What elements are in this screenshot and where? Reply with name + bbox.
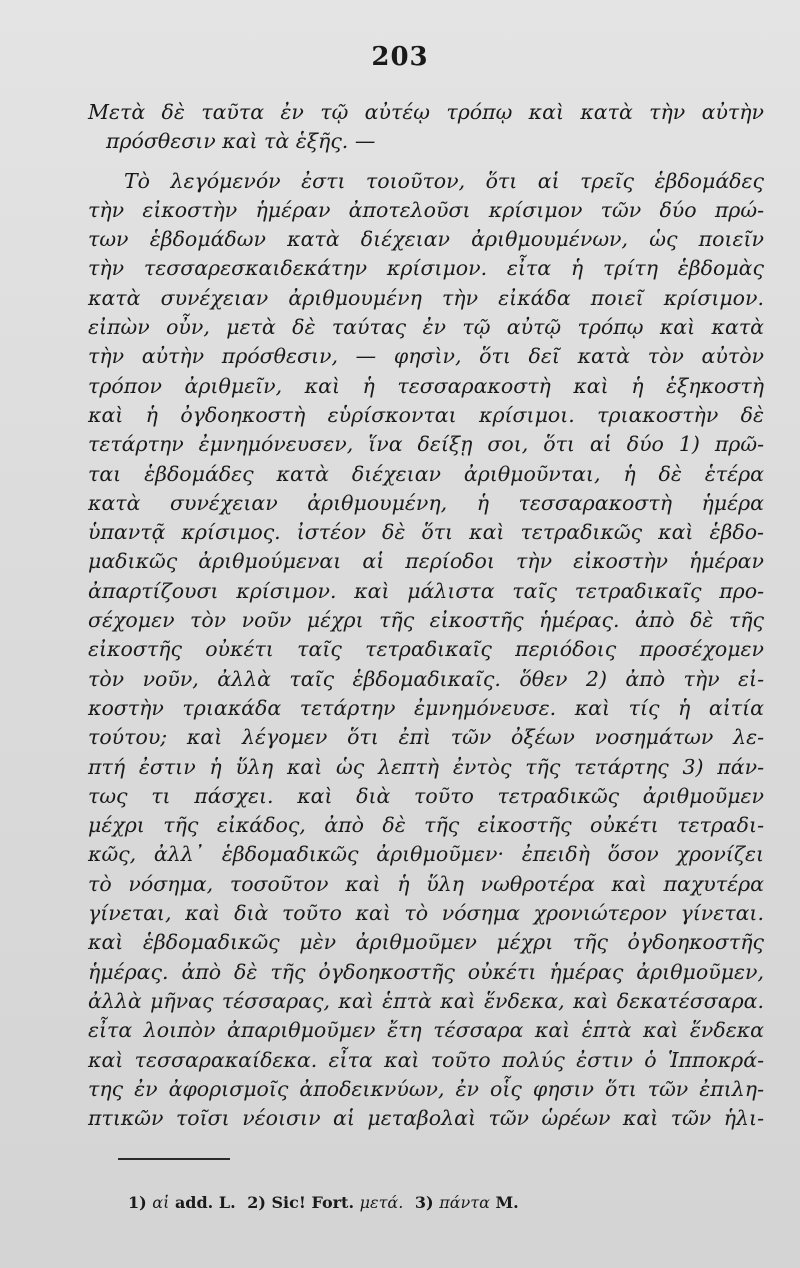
paragraph-line: κοστὴν τριακάδα τετάρτην ἐμνημόνευσε. καὶ τίς ἡ αἰτία [88, 695, 764, 720]
paragraph-line: τὴν αὐτὴν πρόσθεσιν, — φησὶν, ὅτι δεῖ κατὰ τὸν αὐτὸν [88, 344, 764, 369]
paragraph-line: τὴν τεσσαρεσκαιδεκάτην κρίσιμον. εἶτα ἡ τρίτη ἑβδομὰς [88, 256, 764, 281]
paragraph-line: εἰπὼν οὖν, μετὰ δὲ ταύτας ἐν τῷ αὐτῷ τρόπῳ καὶ κατὰ [88, 315, 764, 340]
paragraph-line: πτικῶν τοῖσι νέοισιν αἱ μεταβολαὶ τῶν ὡρέων καὶ τῶν ἡλι- [88, 1106, 764, 1131]
paragraph-line: ὑπαντᾷ κρίσιμος. ἰστέον δὲ ὅτι καὶ τετραδικῶς καὶ ἑβδο- [88, 520, 764, 545]
paragraph-line: πτή ἐστιν ἡ ὕλη καὶ ὡς λεπτὴ ἐντὸς τῆς τετάρτης 3) πάν- [88, 754, 764, 779]
paragraph-line: κῶς, ἀλλ᾽ ἑβδομαδικῶς ἀριθμοῦμεν· ἐπειδὴ ὅσον χρονίζει [88, 842, 764, 867]
paragraph-line: τὸ νόσημα, τοσοῦτον καὶ ἡ ὕλη νωθροτέρα καὶ παχυτέρα [88, 871, 764, 896]
page-number: 203 [371, 42, 429, 72]
paragraph-line: ται ἑβδομάδες κατὰ διέχειαν ἀριθμοῦνται, ἡ δὲ ἑτέρα [88, 461, 764, 486]
paragraph-line: καὶ τεσσαρακαίδεκα. εἶτα καὶ τοῦτο πολύς ἐστιν ὁ Ἱπποκρά- [88, 1047, 764, 1072]
paragraph-line: καὶ ἑβδομαδικῶς μὲν ἀριθμοῦμεν μέχρι τῆς ὀγδοηκοστῆς [88, 930, 764, 955]
footnote-number: 2) [247, 1193, 266, 1212]
footnote-1 [128, 1193, 241, 1212]
footnote-text: add. L. [174, 1193, 236, 1212]
paragraph-line: κατὰ συνέχειαν ἀριθμουμένη τὴν εἰκάδα ποιεῖ κρίσιμον. [88, 285, 764, 310]
paragraph-line: εἰκοστῆς οὐκέτι ταῖς τετραδικαῖς περιόδοις προσέχομεν [88, 637, 764, 662]
footnote-3 [415, 1193, 519, 1212]
paragraph-line: ἀλλὰ μῆνας τέσσαρας, καὶ ἑπτὰ καὶ ἕνδεκα, καὶ δεκατέσσαρα. [88, 988, 764, 1013]
paragraph-line: τρόπον ἀριθμεῖν, καὶ ἡ τεσσαρακοστὴ καὶ ἡ ἑξηκοστὴ [88, 373, 764, 398]
paragraph-line: εἶτα λοιπὸν ἀπαριθμοῦμεν ἔτη τέσσαρα καὶ ἑπτὰ καὶ ἕνδεκα [88, 1018, 764, 1043]
paragraph-spacer [88, 157, 764, 167]
paragraph-line: τως τι πάσχει. καὶ διὰ τοῦτο τετραδικῶς ἀριθμοῦμεν [88, 783, 764, 808]
paragraph-line: ἀπαρτίζουσι κρίσιμον. καὶ μάλιστα ταῖς τετραδικαῖς προ- [88, 578, 764, 603]
paragraph-line: καὶ ἡ ὀγδοηκοστὴ εὑρίσκονται κρίσιμοι. τριακοστὴν δὲ [88, 402, 764, 427]
footnote-greek: αἱ [152, 1193, 170, 1212]
intro-line: πρόσθεσιν καὶ τὰ ἑξῆς. — [106, 129, 376, 154]
paragraph-line: των ἑβδομάδων κατὰ διέχειαν ἀριθμουμένων, ὡς ποιεῖν [88, 227, 764, 252]
footnote-greek: πάντα [439, 1193, 490, 1212]
intro-line: Μετὰ δὲ ταῦτα ἐν τῷ αὐτέῳ τρόπῳ καὶ κατὰ τὴν αὐτὴν [88, 100, 764, 124]
main-text [88, 98, 764, 1133]
footnote-text: M. [495, 1193, 519, 1212]
paragraph-line: σέχομεν τὸν νοῦν μέχρι τῆς εἰκοστῆς ἡμέρας. ἀπὸ δὲ τῆς [88, 608, 764, 633]
footnote-divider [118, 1158, 230, 1160]
paragraph-line: ἡμέρας. ἀπὸ δὲ τῆς ὀγδοηκοστῆς οὐκέτι ἡμέρας ἀριθμοῦμεν, [88, 959, 764, 984]
footnote-2 [247, 1193, 409, 1212]
footnote-number: 1) [128, 1193, 147, 1212]
paragraph-line: κατὰ συνέχειαν ἀριθμουμένη, ἡ τεσσαρακοστὴ ἡμέρα [88, 490, 764, 515]
paragraph-line: Τὸ λεγόμενόν ἐστι τοιοῦτον, ὅτι αἱ τρεῖς ἑβδομάδες [124, 168, 764, 193]
footnotes [128, 1193, 688, 1212]
paragraph-line: τετάρτην ἐμνημόνευσεν, ἵνα δείξῃ σοι, ὅτι αἱ δύο 1) πρῶ- [88, 432, 764, 457]
paragraph-line: τὴν εἰκοστὴν ἡμέραν ἀποτελοῦσι κρίσιμον τῶν δύο πρώ- [88, 197, 764, 222]
footnote-greek: μετά. [359, 1193, 404, 1212]
paragraph-line: μαδικῶς ἀριθμούμεναι αἱ περίοδοι τὴν εἰκοστὴν ἡμέραν [88, 549, 764, 574]
paragraph-line: τούτου; καὶ λέγομεν ὅτι ἐπὶ τῶν ὀξέων νοσημάτων λε- [88, 725, 764, 750]
footnote-text: Sic! Fort. [271, 1193, 355, 1212]
paragraph-line: της ἐν ἀφορισμοῖς ἀποδεικνύων, ἐν οἷς φησιν ὅτι τῶν ἐπιλη- [88, 1076, 764, 1101]
paragraph-line: τὸν νοῦν, ἀλλὰ ταῖς ἑβδομαδικαῖς. ὅθεν 2) ἀπὸ τὴν εἰ- [88, 666, 764, 691]
paragraph-line: μέχρι τῆς εἰκάδος, ἀπὸ δὲ τῆς εἰκοστῆς οὐκέτι τετραδι- [88, 813, 764, 838]
paragraph-line: γίνεται, καὶ διὰ τοῦτο καὶ τὸ νόσημα χρονιώτερον γίνεται. [88, 901, 764, 926]
footnote-number: 3) [414, 1193, 434, 1212]
